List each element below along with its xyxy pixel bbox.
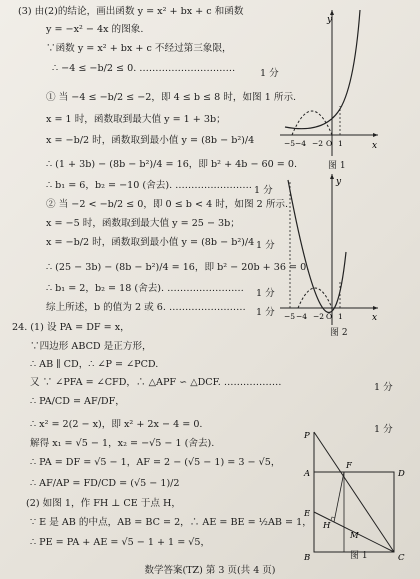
y-axis-label: y — [336, 177, 342, 187]
curve-x2-bx-c — [288, 180, 346, 312]
tick-label: O — [326, 312, 333, 321]
tick-label: O — [326, 139, 333, 148]
graph-figure-1 — [280, 8, 380, 158]
score-mark: 1 分 — [256, 240, 275, 251]
graph-figure-2 — [280, 172, 380, 327]
text-line: ∴ PA = DF = √5 − 1，AF = 2 − (√5 − 1) = 3 − √5， — [30, 457, 281, 468]
text-line: 又 ∵ ∠PFA = ∠CFD，∴ △APF ∽ △DCF. ……………… — [30, 377, 282, 388]
x-axis-label: x — [372, 313, 378, 323]
point-label: F — [346, 461, 352, 471]
x-axis-arrow-icon — [373, 133, 378, 137]
tick-label: 1 — [338, 139, 343, 148]
text-line: ∴ −4 ≤ −b/2 ≤ 0. ………………………… — [52, 63, 236, 74]
text-line: ∴ x² = 2(2 − x)，即 x² + 2x − 4 = 0. — [30, 419, 203, 430]
text-line: ∵四边形 ABCD 是正方形， — [30, 341, 152, 352]
text-line: ∴ AF/AP = FD/CD = (√5 − 1)/2 — [30, 478, 180, 489]
point-label: A — [304, 469, 311, 479]
text-line: x = 1 时，函数取到最大值 y = 1 + 3b； — [46, 114, 226, 125]
x-axis-label: x — [372, 141, 378, 151]
point-label: B — [304, 553, 311, 563]
text-line: ① 当 −4 ≤ −b/2 ≤ −2，即 4 ≤ b ≤ 8 时，如图 1 所示. — [46, 92, 297, 103]
x-axis-arrow-icon — [373, 306, 378, 310]
text-line: ∴ (25 − 3b) − (8b − b²)/4 = 16，即 b² − 20b + 36 = 0. — [46, 262, 310, 273]
text-line: 解得 x₁ = √5 − 1，x₂ = −√5 − 1 (舍去). — [30, 438, 215, 449]
point-label: P — [304, 431, 310, 441]
figure-caption: 图 2 — [330, 328, 348, 338]
page-footer: 数学答案(TZ) 第 3 页(共 4 页) — [144, 565, 276, 576]
point-label: D — [398, 469, 405, 479]
text-line: ∴ (1 + 3b) − (8b − b²)/4 = 16，即 b² + 4b − 60 = 0. — [46, 159, 298, 170]
text-line: 24. (1) 设 PA = DF = x， — [12, 322, 130, 333]
tick-label: 1 — [338, 312, 343, 321]
tick-label: −4 — [296, 312, 308, 321]
text-line: ∴ AB ∥ CD，∴ ∠P = ∠PCD. — [30, 359, 159, 370]
tick-label: −5 — [284, 312, 296, 321]
point-label: C — [398, 553, 405, 563]
figure-caption: 图 1 — [350, 551, 368, 561]
score-mark: 1 分 — [374, 424, 393, 435]
text-line: ∴ PE = PA + AE = √5 − 1 + 1 = √5， — [30, 537, 211, 548]
text-line: x = −b/2 时，函数取到最小值 y = (8b − b²)/4 — [46, 237, 255, 248]
y-axis-arrow-icon — [330, 174, 334, 179]
text-line: ∴ b₁ = 2，b₂ = 18 (舍去). …………………… — [46, 283, 244, 294]
text-line: ∴ b₁ = 6，b₂ = −10 (舍去). …………………… — [46, 180, 252, 191]
text-line: ② 当 −2 < −b/2 ≤ 0，即 0 ≤ b < 4 时，如图 2 所示. — [46, 199, 289, 210]
text-line: ∵ E 是 AB 的中点，AB = BC = 2，∴ AE = BE = ½AB = 1， — [30, 517, 312, 528]
text-line: (3) 由(2)的结论，画出函数 y = x² + bx + c 和函数 — [18, 6, 244, 17]
point-label: M — [350, 531, 359, 541]
point-label: H — [323, 521, 331, 531]
text-line: x = −5 时，函数取到最大值 y = 25 − 3b； — [46, 218, 240, 229]
text-line: 综上所述，b 的值为 2 或 6. …………………… — [46, 302, 246, 313]
score-mark: 1 分 — [256, 288, 275, 299]
text-line: x = −b/2 时，函数取到最小值 y = (8b − b²)/4 — [46, 135, 255, 146]
text-line: ∵函数 y = x² + bx + c 不经过第三象限， — [46, 43, 232, 54]
curve-x2-bx-c — [285, 10, 360, 129]
segment-fh — [334, 472, 344, 522]
point-label: E — [304, 509, 311, 519]
figure-caption: 图 1 — [328, 161, 346, 171]
text-line: y = −x² − 4x 的图象. — [46, 24, 144, 35]
tick-label: −2 — [313, 312, 325, 321]
tick-label: −2 — [312, 139, 324, 148]
score-mark: 1 分 — [374, 382, 393, 393]
text-line: ∴ PA/CD = AF/DF， — [30, 396, 125, 407]
score-mark: 1 分 — [254, 185, 273, 196]
text-line: (2) 如图 1，作 FH ⊥ CE 于点 H， — [26, 498, 181, 509]
tick-label: −5 — [284, 139, 296, 148]
tick-label: −4 — [295, 139, 307, 148]
geometry-figure — [300, 428, 410, 563]
score-mark: 1 分 — [260, 68, 279, 79]
y-axis-label: y — [327, 15, 333, 25]
score-mark: 1 分 — [256, 307, 275, 318]
